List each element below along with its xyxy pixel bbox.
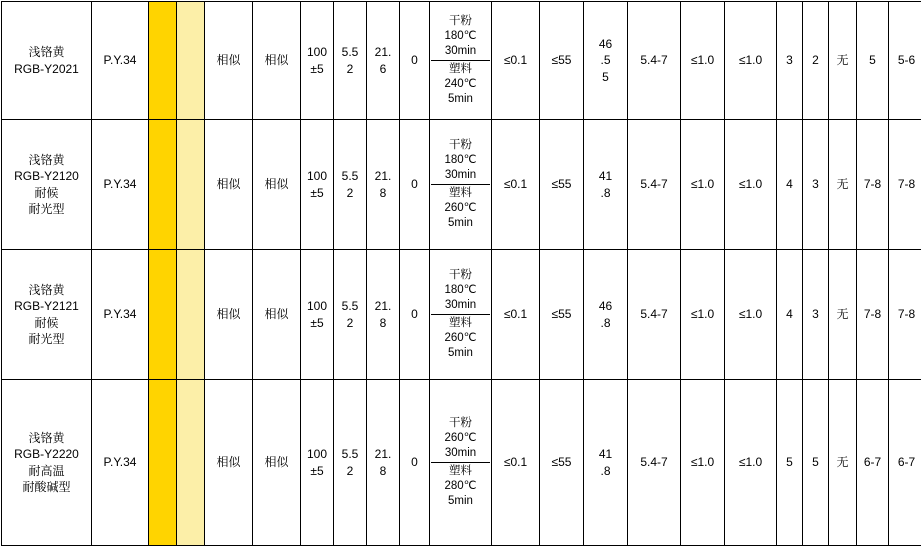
- cell-grade-4: 7-8: [889, 250, 921, 380]
- cell-limit-10-a: ≤1.0: [681, 380, 725, 546]
- cell-similarity-1: 相似: [205, 250, 253, 380]
- cell-limit-10-b: ≤1.0: [725, 250, 777, 380]
- cell-grade-3: 7-8: [857, 250, 889, 380]
- condition-powder: 干粉 180℃ 30min: [431, 137, 490, 184]
- cell-value-100: 100 ±5: [301, 250, 334, 380]
- cell-value-range: 5.4-7: [628, 380, 681, 546]
- cell-value-range: 5.4-7: [628, 120, 681, 250]
- cell-none: 无: [829, 2, 857, 120]
- cell-product-name: 浅铬黄 RGB-Y2021: [2, 2, 92, 120]
- color-swatch-light: [177, 2, 205, 120]
- cell-limit-01: ≤0.1: [492, 380, 540, 546]
- cell-grade-1: 3: [777, 2, 803, 120]
- cell-value-num: 46 .5 5: [584, 2, 628, 120]
- condition-plastic: 塑料 260℃ 5min: [431, 184, 490, 232]
- table-row: [2, 2, 921, 120]
- cell-grade-1: 5: [777, 380, 803, 546]
- cell-value-zero: 0: [400, 250, 430, 380]
- cell-grade-2: 3: [803, 120, 829, 250]
- cell-grade-3: 5: [857, 2, 889, 120]
- cell-value-oil: 21. 6: [367, 2, 400, 120]
- cell-none: 无: [829, 250, 857, 380]
- cell-value-ph: 5.5 2: [334, 120, 367, 250]
- cell-grade-3: 6-7: [857, 380, 889, 546]
- cell-product-name: 浅铬黄 RGB-Y2120 耐候 耐光型: [2, 120, 92, 250]
- cell-value-num: 41 .8: [584, 380, 628, 546]
- condition-plastic: 塑料 240℃ 5min: [431, 60, 490, 108]
- cell-similarity-2: 相似: [253, 250, 301, 380]
- condition-powder: 干粉 180℃ 30min: [431, 13, 490, 60]
- table-row: [2, 380, 921, 546]
- spreadsheet-sheet: [0, 1, 921, 551]
- cell-product-name: 浅铬黄 RGB-Y2121 耐候 耐光型: [2, 250, 92, 380]
- cell-color-index: P.Y.34: [92, 250, 149, 380]
- cell-test-conditions: [430, 250, 492, 380]
- condition-plastic: 塑料 260℃ 5min: [431, 314, 490, 362]
- cell-none: 无: [829, 120, 857, 250]
- cell-grade-1: 4: [777, 250, 803, 380]
- color-swatch-light: [177, 380, 205, 546]
- cell-limit-10-b: ≤1.0: [725, 120, 777, 250]
- cell-limit-10-b: ≤1.0: [725, 2, 777, 120]
- cell-value-num: 46 .8: [584, 250, 628, 380]
- cell-value-ph: 5.5 2: [334, 2, 367, 120]
- cell-similarity-1: 相似: [205, 380, 253, 546]
- cell-limit-55: ≤55: [540, 250, 584, 380]
- cell-limit-55: ≤55: [540, 2, 584, 120]
- cell-color-index: P.Y.34: [92, 120, 149, 250]
- cell-color-index: P.Y.34: [92, 380, 149, 546]
- pigment-data-table: [1, 1, 921, 546]
- cell-grade-4: 6-7: [889, 380, 921, 546]
- cell-limit-01: ≤0.1: [492, 120, 540, 250]
- cell-limit-10-b: ≤1.0: [725, 380, 777, 546]
- cell-test-conditions: [430, 380, 492, 546]
- cell-grade-4: 5-6: [889, 2, 921, 120]
- cell-value-zero: 0: [400, 2, 430, 120]
- cell-color-index: P.Y.34: [92, 2, 149, 120]
- cell-similarity-2: 相似: [253, 120, 301, 250]
- cell-value-range: 5.4-7: [628, 250, 681, 380]
- color-swatch-dark: [149, 250, 177, 380]
- cell-value-100: 100 ±5: [301, 380, 334, 546]
- cell-value-oil: 21. 8: [367, 380, 400, 546]
- color-swatch-light: [177, 250, 205, 380]
- cell-value-100: 100 ±5: [301, 2, 334, 120]
- cell-value-range: 5.4-7: [628, 2, 681, 120]
- color-swatch-dark: [149, 2, 177, 120]
- cell-similarity-1: 相似: [205, 2, 253, 120]
- cell-grade-1: 4: [777, 120, 803, 250]
- cell-test-conditions: [430, 120, 492, 250]
- cell-value-zero: 0: [400, 380, 430, 546]
- cell-grade-2: 3: [803, 250, 829, 380]
- condition-plastic: 塑料 280℃ 5min: [431, 462, 490, 510]
- cell-value-zero: 0: [400, 120, 430, 250]
- color-swatch-dark: [149, 380, 177, 546]
- cell-grade-4: 7-8: [889, 120, 921, 250]
- cell-limit-55: ≤55: [540, 380, 584, 546]
- table-row: [2, 120, 921, 250]
- cell-value-num: 41 .8: [584, 120, 628, 250]
- cell-grade-3: 7-8: [857, 120, 889, 250]
- cell-limit-55: ≤55: [540, 120, 584, 250]
- cell-limit-10-a: ≤1.0: [681, 2, 725, 120]
- cell-similarity-2: 相似: [253, 2, 301, 120]
- cell-test-conditions: [430, 2, 492, 120]
- color-swatch-light: [177, 120, 205, 250]
- cell-limit-01: ≤0.1: [492, 250, 540, 380]
- cell-limit-10-a: ≤1.0: [681, 250, 725, 380]
- cell-none: 无: [829, 380, 857, 546]
- cell-value-100: 100 ±5: [301, 120, 334, 250]
- cell-similarity-1: 相似: [205, 120, 253, 250]
- cell-value-ph: 5.5 2: [334, 250, 367, 380]
- table-row: [2, 250, 921, 380]
- cell-similarity-2: 相似: [253, 380, 301, 546]
- color-swatch-dark: [149, 120, 177, 250]
- cell-grade-2: 5: [803, 380, 829, 546]
- condition-powder: 干粉 180℃ 30min: [431, 267, 490, 314]
- cell-product-name: 浅铬黄 RGB-Y2220 耐高温 耐酸碱型: [2, 380, 92, 546]
- cell-limit-10-a: ≤1.0: [681, 120, 725, 250]
- cell-value-oil: 21. 8: [367, 250, 400, 380]
- cell-grade-2: 2: [803, 2, 829, 120]
- cell-value-ph: 5.5 2: [334, 380, 367, 546]
- cell-value-oil: 21. 8: [367, 120, 400, 250]
- condition-powder: 干粉 260℃ 30min: [431, 415, 490, 462]
- cell-limit-01: ≤0.1: [492, 2, 540, 120]
